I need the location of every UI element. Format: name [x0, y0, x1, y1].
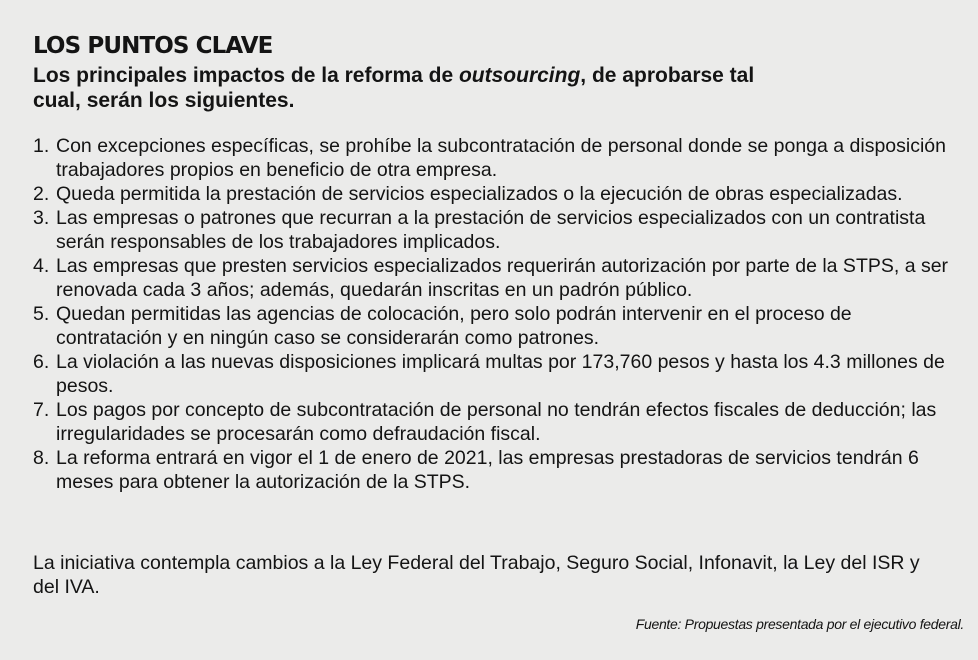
key-point-text: Con excepciones específicas, se prohíbe la subcontratación de personal donde se ponga a disposición trabajadores propios en beneficio de otra empresa. — [56, 135, 947, 181]
key-point-text: Las empresas o patrones que recurran a la prestación de servicios especializados con un contratista serán responsables de los trabajadores implicados. — [56, 207, 926, 253]
key-point-text: Los pagos por concepto de subcontratación de personal no tendrán efectos fiscales de deducción; las irregularidades se procesarán como defraudación fiscal. — [56, 399, 937, 445]
key-point-2 — [33, 182, 953, 206]
subtitle-emphasis: outsourcing — [458, 64, 581, 87]
key-point-text: Queda permitida la prestación de servicios especializados o la ejecución de obras especializadas. — [56, 183, 903, 205]
subtitle-text-start: Los principales impactos de la reforma de — [33, 64, 459, 87]
key-point-4 — [33, 254, 953, 302]
page-title: LOS PUNTOS CLAVE — [33, 33, 273, 59]
key-point-3 — [33, 206, 953, 254]
key-point-text: La reforma entrará en vigor el 1 de enero de 2021, las empresas prestadoras de servicios tendrán 6 meses para obtener la autorización de la STPS. — [56, 447, 919, 493]
key-point-8 — [33, 446, 953, 494]
key-point-number: 4. — [33, 255, 50, 277]
closing-paragraph: La iniciativa contempla cambios a la Ley Federal del Trabajo, Seguro Social, Infonavit, la Ley del ISR y del IVA. — [33, 552, 920, 598]
key-point-number: 1. — [33, 135, 50, 157]
key-point-number: 6. — [33, 351, 50, 373]
key-points-list — [33, 134, 953, 494]
source-note: Fuente: Propuestas presentada por el ejecutivo federal. — [635, 616, 964, 632]
subtitle — [33, 63, 793, 113]
key-point-text: Quedan permitidas las agencias de colocación, pero solo podrán intervenir en el proceso de contratación y en ningún caso se considerarán como patrones. — [56, 303, 852, 349]
key-point-number: 2. — [33, 183, 50, 205]
key-point-number: 7. — [33, 399, 50, 421]
key-point-number: 3. — [33, 207, 50, 229]
key-point-text: Las empresas que presten servicios especializados requerirán autorización por parte de la STPS, a ser renovada cada 3 años; además, quedarán inscritas en un padrón público. — [56, 255, 949, 301]
key-point-number: 8. — [33, 447, 50, 469]
key-point-7 — [33, 398, 953, 446]
key-point-1 — [33, 134, 953, 182]
key-point-text: La violación a las nuevas disposiciones implicará multas por 173,760 pesos y hasta los 4.3 millones de pesos. — [56, 351, 945, 397]
key-point-number: 5. — [33, 303, 50, 325]
key-point-5 — [33, 302, 953, 350]
key-point-6 — [33, 350, 953, 398]
subtitle-text-end: , de aprobarse tal cual, serán los siguientes. — [33, 64, 755, 112]
